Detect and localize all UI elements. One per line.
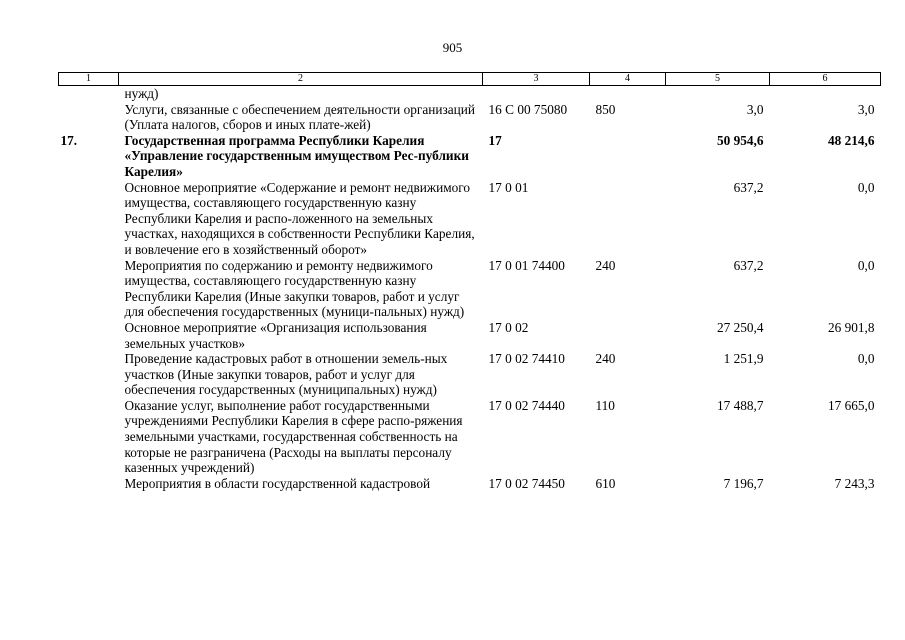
target-code-cell: 17 0 01 [488, 179, 529, 195]
table-row [59, 320, 881, 351]
row-number-cell [59, 86, 119, 102]
amount-year-2-cell: 0,0 [857, 351, 875, 367]
table-row [59, 398, 881, 476]
amount-year-2-cell: 7 243,3 [834, 475, 875, 491]
amount-year-2-cell: 48 214,6 [827, 132, 875, 148]
row-number-cell [59, 102, 119, 133]
amount-year-1-cell: 50 954,6 [716, 132, 764, 148]
table-row [59, 258, 881, 320]
item-name-cell: Государственная программа Республики Карелия «Управление государственным имуществом Рес-публики Карелия» [124, 132, 469, 179]
column-header-6: 6 [770, 73, 881, 86]
item-name-cell: нужд) [124, 86, 159, 101]
amount-year-2-cell: 17 665,0 [827, 397, 875, 413]
amount-year-1-cell: 27 250,4 [716, 319, 764, 335]
row-number-cell [59, 258, 119, 320]
table-row [59, 351, 881, 398]
amount-year-2-cell: 0,0 [857, 257, 875, 273]
amount-year-2-cell: 0,0 [857, 179, 875, 195]
item-name-cell: Мероприятия в области государственной кадастровой [124, 475, 431, 491]
amount-year-1-cell: 637,2 [733, 257, 764, 273]
budget-table [58, 72, 881, 491]
item-name-cell: Основное мероприятие «Содержание и ремонт недвижимого имущества, составляющего государственную казну Республики Карелия и распо-ложенного на земельных участках, находящихся в собственности Республики Карелия, и вовлечение его в хозяйственный оборот» [124, 179, 475, 257]
item-name-cell: Мероприятия по содержанию и ремонту недвижимого имущества, составляющего государственную казну Республики Карелия (Иные закупки товаров, работ и услуг для обеспечения государственных (муници-пальных) нужд) [124, 257, 465, 320]
expense-type-cell [590, 320, 666, 351]
target-code-cell [483, 86, 590, 102]
expense-type-cell: 850 [595, 101, 616, 117]
item-name-cell: Услуги, связанные с обеспечением деятельности организаций (Уплата налогов, сборов и иных плате-жей) [124, 101, 475, 133]
row-number-cell [59, 351, 119, 398]
amount-year-1-cell: 17 488,7 [716, 397, 764, 413]
table-row [59, 476, 881, 492]
amount-year-1-cell [666, 86, 770, 102]
table-header [59, 73, 881, 86]
column-header-4: 4 [590, 73, 666, 86]
row-number-cell [59, 476, 119, 492]
expense-type-cell: 240 [595, 351, 616, 367]
amount-year-1-cell: 637,2 [733, 179, 764, 195]
item-name-cell: Оказание услуг, выполнение работ государственными учреждениями Республики Карелия в сфере распо-ряжения земельными участками, государственная собственность на которые не разграничена (Расходы на выплаты персоналу казенных учреждений) [124, 397, 463, 476]
column-number-row [59, 73, 881, 86]
amount-year-2-cell: 3,0 [857, 101, 875, 117]
expense-type-cell: 110 [595, 397, 615, 413]
table-row [59, 180, 881, 258]
item-name-cell: Основное мероприятие «Организация использования земельных участков» [124, 319, 427, 351]
row-number-cell [59, 320, 119, 351]
amount-year-1-cell: 7 196,7 [723, 475, 764, 491]
target-code-cell: 17 0 02 [488, 319, 529, 335]
expense-type-cell: 240 [595, 257, 616, 273]
amount-year-2-cell [770, 86, 881, 102]
target-code-cell: 17 [488, 132, 502, 148]
page-number: 905 [442, 40, 463, 55]
target-code-cell: 17 0 02 74410 [488, 351, 565, 367]
target-code-cell: 16 С 00 75080 [488, 101, 568, 117]
column-header-2: 2 [119, 73, 483, 86]
item-name-cell: Проведение кадастровых работ в отношении земель-ных участков (Иные закупки товаров, работ и услуг для обеспечения государственных (муниципальных) нужд) [124, 351, 448, 398]
row-number-cell: 17. [60, 132, 78, 148]
row-number-cell [59, 398, 119, 476]
column-header-5: 5 [666, 73, 770, 86]
target-code-cell: 17 0 02 74450 [488, 475, 565, 491]
expense-type-cell [590, 86, 666, 102]
row-number-cell [59, 180, 119, 258]
table-row [59, 102, 881, 133]
target-code-cell: 17 0 02 74440 [488, 397, 565, 413]
table-row [59, 133, 881, 180]
amount-year-1-cell: 3,0 [746, 101, 764, 117]
amount-year-2-cell: 26 901,8 [827, 319, 875, 335]
expense-type-cell [590, 133, 666, 180]
table-row [59, 86, 881, 102]
table-body [59, 86, 881, 492]
amount-year-1-cell: 1 251,9 [723, 351, 764, 367]
column-header-1: 1 [59, 73, 119, 86]
expense-type-cell [590, 180, 666, 258]
column-header-3: 3 [483, 73, 590, 86]
expense-type-cell: 610 [595, 475, 616, 491]
target-code-cell: 17 0 01 74400 [488, 257, 565, 273]
